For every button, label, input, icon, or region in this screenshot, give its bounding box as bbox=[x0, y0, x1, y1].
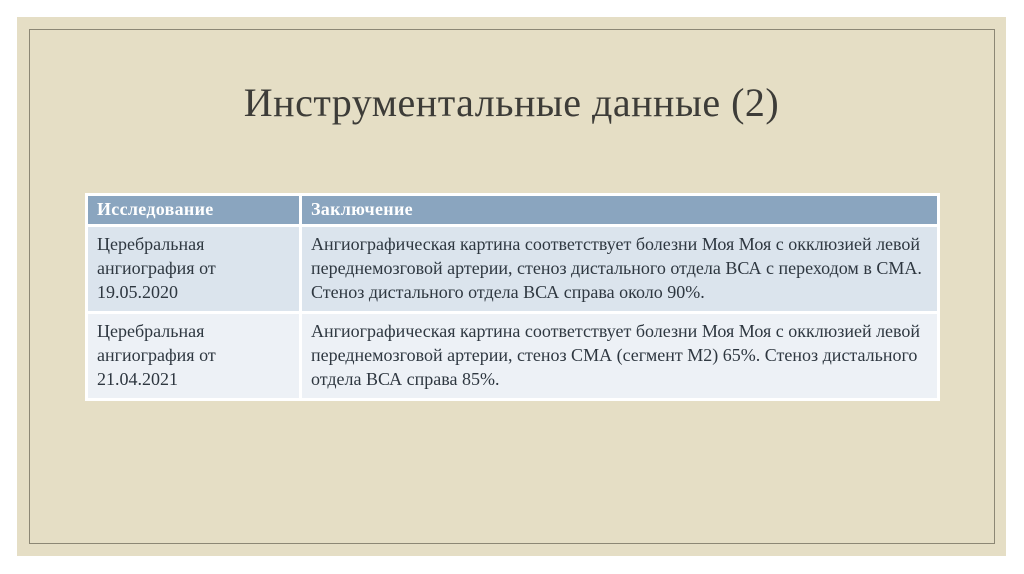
study-cell: Церебральная ангиография от 21.04.2021 bbox=[88, 314, 299, 398]
findings-table bbox=[85, 193, 940, 401]
column-header-study: Исследование bbox=[88, 196, 299, 224]
study-cell: Церебральная ангиография от 19.05.2020 bbox=[88, 227, 299, 311]
findings-table-grid bbox=[85, 193, 940, 401]
table-row bbox=[88, 227, 937, 311]
column-header-conclusion: Заключение bbox=[302, 196, 937, 224]
table-row bbox=[88, 314, 937, 398]
conclusion-cell: Ангиографическая картина соответствует болезни Моя Моя с окклюзией левой переднемозговой артерии, стеноз дистального отдела ВСА с переходом в СМА. Стеноз дистального отдела ВСА справа около 90%. bbox=[302, 227, 937, 311]
conclusion-cell: Ангиографическая картина соответствует болезни Моя Моя с окклюзией левой переднемозговой артерии, стеноз СМА (сегмент М2) 65%. Стеноз дистального отдела ВСА справа 85%. bbox=[302, 314, 937, 398]
table-header-row bbox=[88, 196, 937, 224]
slide-title: Инструментальные данные (2) bbox=[243, 80, 780, 125]
slide-canvas bbox=[17, 17, 1006, 556]
